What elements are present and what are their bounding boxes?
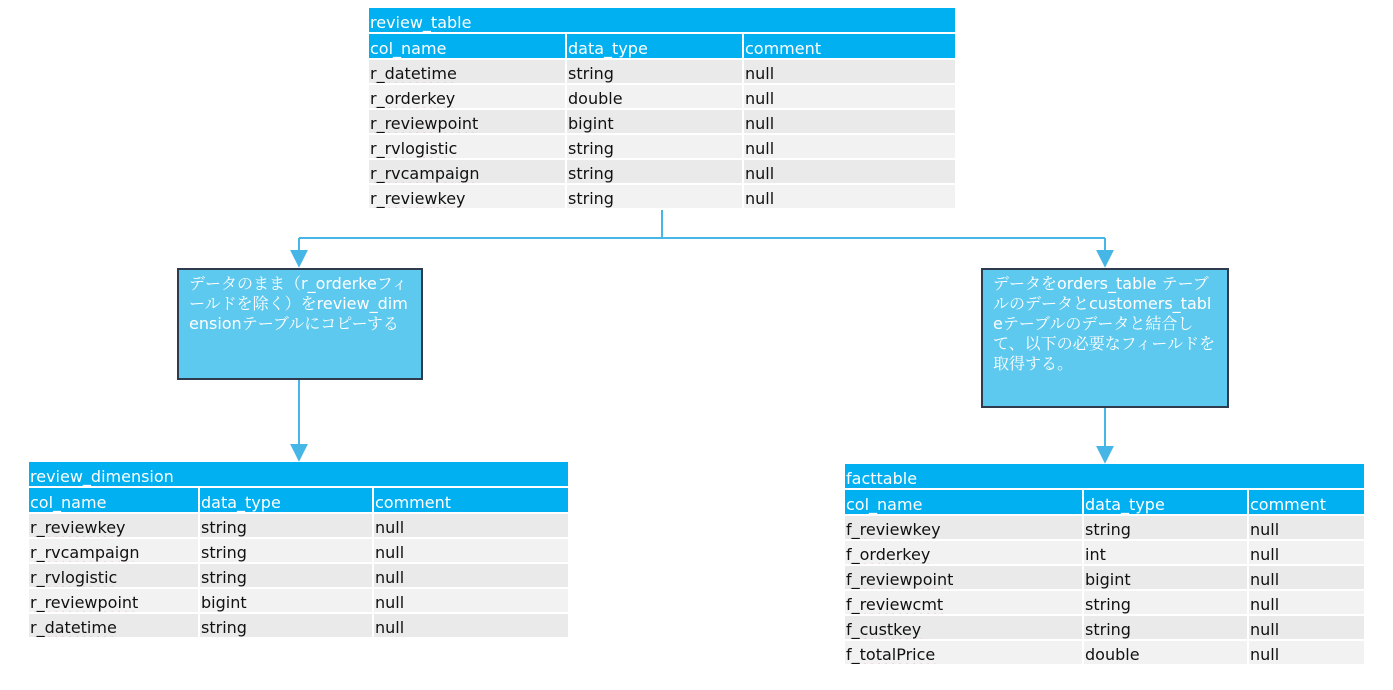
cell-data-type: string — [1082, 614, 1247, 639]
table-title-row — [845, 464, 1364, 488]
cell-col-name: r_reviewkey — [369, 183, 565, 208]
table-title: review_dimension — [29, 462, 568, 486]
cell-col-name: r_datetime — [29, 612, 198, 637]
table-row — [29, 612, 568, 637]
table-title: review_table — [369, 8, 955, 32]
cell-col-name: r_rvcampaign — [29, 537, 198, 562]
cell-col-name: f_totalPrice — [845, 639, 1082, 664]
cell-col-name: r_reviewpoint — [29, 587, 198, 612]
table-row — [369, 158, 955, 183]
cell-comment: null — [372, 537, 568, 562]
cell-data-type: string — [198, 537, 372, 562]
cell-comment: null — [742, 183, 955, 208]
table-header-row — [845, 488, 1364, 514]
table-row — [29, 537, 568, 562]
table-row — [845, 614, 1364, 639]
column-header: comment — [372, 486, 568, 512]
column-header: data_type — [565, 32, 742, 58]
table-row — [845, 589, 1364, 614]
cell-comment: null — [1247, 539, 1364, 564]
cell-comment: null — [742, 133, 955, 158]
cell-col-name: r_rvlogistic — [369, 133, 565, 158]
cell-data-type: bigint — [1082, 564, 1247, 589]
column-header: data_type — [1082, 488, 1247, 514]
cell-col-name: r_rvcampaign — [369, 158, 565, 183]
table-row — [369, 108, 955, 133]
cell-col-name: f_reviewkey — [845, 514, 1082, 539]
cell-data-type: string — [565, 158, 742, 183]
cell-data-type: string — [565, 133, 742, 158]
cell-data-type: string — [198, 562, 372, 587]
cell-col-name: r_reviewkey — [29, 512, 198, 537]
cell-col-name: f_reviewpoint — [845, 564, 1082, 589]
column-header: comment — [1247, 488, 1364, 514]
cell-col-name: r_orderkey — [369, 83, 565, 108]
cell-data-type: bigint — [198, 587, 372, 612]
cell-comment: null — [742, 158, 955, 183]
table-title-row — [29, 462, 568, 486]
table-header-row — [29, 486, 568, 512]
cell-col-name: f_reviewcmt — [845, 589, 1082, 614]
cell-data-type: string — [565, 58, 742, 83]
cell-data-type: string — [198, 612, 372, 637]
column-header: data_type — [198, 486, 372, 512]
cell-data-type: double — [1082, 639, 1247, 664]
cell-data-type: double — [565, 83, 742, 108]
table-row — [369, 83, 955, 108]
cell-col-name: r_rvlogistic — [29, 562, 198, 587]
table-row — [29, 587, 568, 612]
cell-col-name: r_datetime — [369, 58, 565, 83]
cell-comment: null — [372, 562, 568, 587]
table-row — [29, 512, 568, 537]
cell-comment: null — [1247, 614, 1364, 639]
table-row — [845, 514, 1364, 539]
table-row — [845, 639, 1364, 664]
cell-col-name: r_reviewpoint — [369, 108, 565, 133]
cell-data-type: string — [565, 183, 742, 208]
cell-comment: null — [1247, 589, 1364, 614]
review-table — [369, 8, 955, 208]
cell-data-type: bigint — [565, 108, 742, 133]
cell-comment: null — [1247, 639, 1364, 664]
cell-comment: null — [372, 612, 568, 637]
column-header: col_name — [29, 486, 198, 512]
cell-comment: null — [742, 83, 955, 108]
cell-comment: null — [742, 58, 955, 83]
table-row — [845, 539, 1364, 564]
review-dimension-table — [29, 462, 568, 637]
cell-comment: null — [742, 108, 955, 133]
cell-col-name: f_custkey — [845, 614, 1082, 639]
table-header-row — [369, 32, 955, 58]
cell-comment: null — [1247, 514, 1364, 539]
table-row — [369, 58, 955, 83]
table-title: facttable — [845, 464, 1364, 488]
cell-data-type: string — [198, 512, 372, 537]
note-join-to-facttable: データをorders_table テーブルのデータとcustomers_tableテーブルのデータと結合して、以下の必要なフィールドを取得する。 — [981, 268, 1229, 408]
table-row — [29, 562, 568, 587]
cell-data-type: string — [1082, 589, 1247, 614]
cell-data-type: string — [1082, 514, 1247, 539]
table-row — [369, 183, 955, 208]
table-row — [845, 564, 1364, 589]
column-header: comment — [742, 32, 955, 58]
facttable-table — [845, 464, 1364, 664]
table-row — [369, 133, 955, 158]
cell-data-type: int — [1082, 539, 1247, 564]
note-copy-to-review-dimension: データのまま（r_orderkeフィールドを除く）をreview_dimensionテーブルにコピーする — [177, 268, 423, 380]
column-header: col_name — [369, 32, 565, 58]
table-title-row — [369, 8, 955, 32]
cell-col-name: f_orderkey — [845, 539, 1082, 564]
cell-comment: null — [372, 587, 568, 612]
column-header: col_name — [845, 488, 1082, 514]
cell-comment: null — [372, 512, 568, 537]
cell-comment: null — [1247, 564, 1364, 589]
